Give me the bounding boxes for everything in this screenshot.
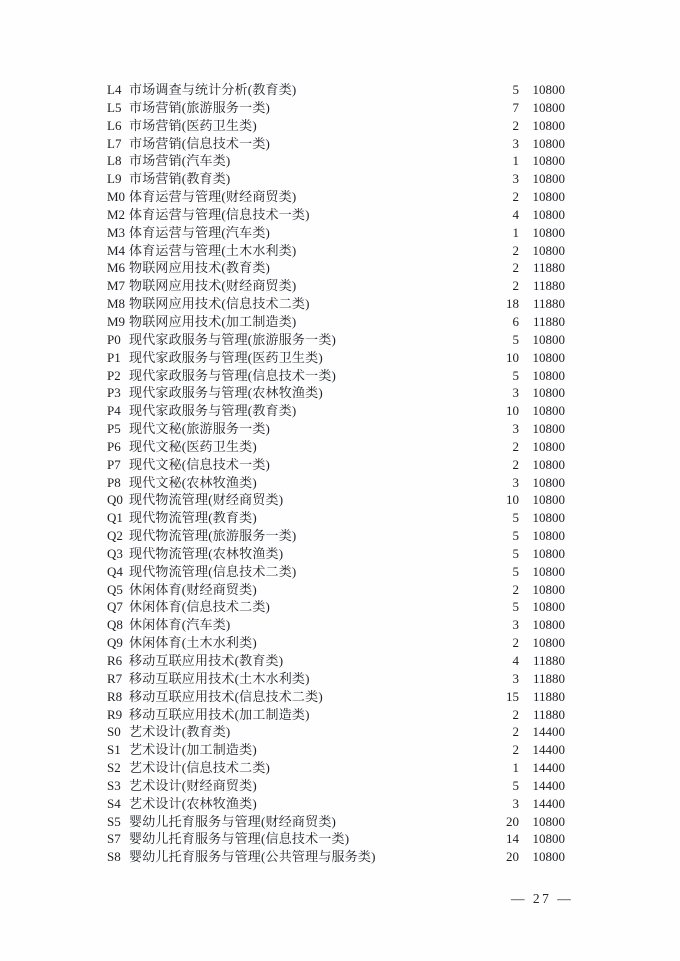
- program-name: 市场营销(汽车类): [129, 153, 231, 169]
- program-code: P2: [107, 367, 121, 383]
- table-row: [107, 152, 565, 170]
- table-row: [107, 777, 565, 795]
- program-name: 现代家政服务与管理(医药卫生类): [129, 349, 323, 365]
- program-name: 体育运营与管理(信息技术一类): [129, 206, 310, 222]
- program-code: S3: [107, 777, 121, 793]
- plan-count: 5: [512, 510, 519, 526]
- tuition-fee: 10800: [532, 242, 565, 258]
- program-name: 物联网应用技术(财经商贸类): [129, 278, 297, 294]
- plan-count: 10: [506, 349, 519, 365]
- program-code: S1: [107, 742, 121, 758]
- table-row: [107, 224, 565, 242]
- program-code: L7: [107, 135, 122, 151]
- tuition-fee: 11880: [532, 706, 565, 722]
- program-name: 现代物流管理(农林牧渔类): [129, 545, 284, 561]
- table-row: [107, 206, 565, 224]
- program-code: Q9: [107, 635, 123, 651]
- program-name: 现代文秘(信息技术一类): [129, 456, 271, 472]
- tuition-fee: 10800: [532, 492, 565, 508]
- tuition-fee: 14400: [532, 777, 565, 793]
- plan-count: 5: [512, 528, 519, 544]
- table-row: [107, 295, 565, 313]
- tuition-fee: 11880: [532, 260, 565, 276]
- table-row: [107, 848, 565, 866]
- table-row: [107, 259, 565, 277]
- plan-count: 5: [512, 82, 519, 97]
- tuition-fee: 11880: [532, 670, 565, 686]
- program-code: Q4: [107, 563, 123, 579]
- table-row: [107, 581, 565, 599]
- program-code: M0: [107, 189, 126, 205]
- plan-count: 2: [512, 438, 519, 454]
- table-row: [107, 706, 565, 724]
- program-code: M2: [107, 206, 126, 222]
- table-row: [107, 616, 565, 634]
- plan-count: 3: [512, 385, 519, 401]
- program-name: 现代文秘(医药卫生类): [129, 438, 257, 454]
- plan-count: 2: [512, 635, 519, 651]
- plan-count: 15: [506, 688, 519, 704]
- program-code: S2: [107, 760, 121, 776]
- program-code: Q0: [107, 492, 123, 508]
- program-name: 现代家政服务与管理(农林牧渔类): [129, 385, 323, 401]
- plan-count: 3: [512, 421, 519, 437]
- plan-count: 1: [512, 224, 519, 240]
- program-name: 艺术设计(信息技术二类): [129, 760, 271, 776]
- plan-count: 5: [512, 367, 519, 383]
- table-row: [107, 331, 565, 349]
- program-code: L4: [107, 82, 122, 97]
- tuition-fee: 10800: [532, 456, 565, 472]
- program-code: Q5: [107, 581, 123, 597]
- program-code: S7: [107, 831, 121, 847]
- tuition-fee: 10800: [532, 99, 565, 115]
- plan-count: 18: [506, 296, 519, 312]
- program-code: Q7: [107, 599, 123, 615]
- program-code: M9: [107, 313, 126, 329]
- tuition-fee: 10800: [532, 367, 565, 383]
- plan-count: 3: [512, 795, 519, 811]
- plan-count: 1: [512, 153, 519, 169]
- program-name: 婴幼儿托育服务与管理(信息技术一类): [129, 831, 350, 847]
- plan-count: 2: [512, 706, 519, 722]
- table-row: [107, 188, 565, 206]
- program-name: 休闲体育(信息技术二类): [129, 599, 271, 615]
- program-name: 现代家政服务与管理(旅游服务一类): [129, 331, 337, 347]
- program-name: 婴幼儿托育服务与管理(财经商贸类): [129, 813, 337, 829]
- program-name: 婴幼儿托育服务与管理(公共管理与服务类): [129, 849, 376, 865]
- program-name: 休闲体育(土木水利类): [129, 635, 257, 651]
- table-row: [107, 384, 565, 402]
- table-row: [107, 509, 565, 527]
- table-row: [107, 456, 565, 474]
- table-row: [107, 367, 565, 385]
- table-row: [107, 527, 565, 545]
- program-code: M4: [107, 242, 126, 258]
- plan-count: 2: [512, 260, 519, 276]
- program-code: M3: [107, 224, 126, 240]
- plan-count: 2: [512, 242, 519, 258]
- table-row: [107, 723, 565, 741]
- plan-count: 5: [512, 777, 519, 793]
- program-name: 移动互联应用技术(教育类): [129, 653, 284, 668]
- tuition-fee: 10800: [532, 135, 565, 151]
- program-name: 艺术设计(财经商贸类): [129, 777, 257, 793]
- program-code: R8: [107, 688, 123, 704]
- program-code: R6: [107, 653, 123, 668]
- tuition-fee: 10800: [532, 813, 565, 829]
- program-name: 艺术设计(加工制造类): [129, 742, 257, 758]
- tuition-fee: 10800: [532, 635, 565, 651]
- program-name: 现代家政服务与管理(信息技术一类): [129, 367, 337, 383]
- program-name: 物联网应用技术(教育类): [129, 260, 271, 276]
- tuition-fee: 10800: [532, 117, 565, 133]
- program-name: 移动互联应用技术(信息技术二类): [129, 688, 323, 704]
- plan-count: 6: [512, 313, 519, 329]
- tuition-fee: 10800: [532, 849, 565, 865]
- table-row: [107, 741, 565, 759]
- plan-count: 2: [512, 581, 519, 597]
- program-code: S0: [107, 724, 121, 740]
- tuition-fee: 10800: [532, 189, 565, 205]
- tuition-fee: 10800: [532, 82, 565, 97]
- tuition-fee: 10800: [532, 581, 565, 597]
- program-name: 市场调查与统计分析(教育类): [129, 82, 297, 97]
- tuition-fee: 10800: [532, 545, 565, 561]
- table-row: [107, 830, 565, 848]
- program-code: L5: [107, 99, 122, 115]
- tuition-fee: 11880: [532, 313, 565, 329]
- program-code: L8: [107, 153, 122, 169]
- table-row: [107, 491, 565, 509]
- tuition-fee: 11880: [532, 278, 565, 294]
- program-name: 物联网应用技术(信息技术二类): [129, 296, 310, 312]
- table-row: [107, 545, 565, 563]
- plan-count: 1: [512, 760, 519, 776]
- program-name: 现代物流管理(旅游服务一类): [129, 528, 297, 544]
- tuition-fee: 10800: [532, 563, 565, 579]
- program-name: 现代物流管理(财经商贸类): [129, 492, 284, 508]
- plan-count: 3: [512, 670, 519, 686]
- plan-count: 2: [512, 278, 519, 294]
- program-code: R7: [107, 670, 123, 686]
- program-name: 现代文秘(旅游服务一类): [129, 421, 271, 437]
- program-name: 物联网应用技术(加工制造类): [129, 313, 297, 329]
- table-row: [107, 563, 565, 581]
- program-code: P3: [107, 385, 121, 401]
- plan-count: 10: [506, 403, 519, 419]
- tuition-fee: 10800: [532, 474, 565, 490]
- plan-count: 4: [512, 206, 519, 222]
- tuition-fee: 10800: [532, 331, 565, 347]
- plan-count: 10: [506, 492, 519, 508]
- program-code: M8: [107, 296, 126, 312]
- plan-count: 20: [506, 813, 519, 829]
- table-row: [107, 474, 565, 492]
- plan-count: 7: [512, 99, 519, 115]
- table-row: [107, 420, 565, 438]
- program-name: 体育运营与管理(土木水利类): [129, 242, 297, 258]
- program-code: P7: [107, 456, 121, 472]
- tuition-fee: 10800: [532, 403, 565, 419]
- tuition-fee: 14400: [532, 724, 565, 740]
- program-code: P8: [107, 474, 121, 490]
- table-row: [107, 402, 565, 420]
- plan-count: 2: [512, 724, 519, 740]
- program-name: 休闲体育(财经商贸类): [129, 581, 257, 597]
- program-name: 现代物流管理(信息技术二类): [129, 563, 297, 579]
- program-code: Q8: [107, 617, 123, 633]
- table-row: [107, 349, 565, 367]
- program-name: 市场营销(旅游服务一类): [129, 99, 271, 115]
- program-code: S5: [107, 813, 121, 829]
- plan-count: 3: [512, 171, 519, 187]
- tuition-fee: 10800: [532, 438, 565, 454]
- plan-count: 5: [512, 331, 519, 347]
- program-code: Q1: [107, 510, 123, 526]
- program-code: L6: [107, 117, 122, 133]
- table-row: [107, 670, 565, 688]
- table-row: [107, 81, 565, 99]
- plan-count: 14: [506, 831, 519, 847]
- plan-count: 2: [512, 189, 519, 205]
- tuition-fee: 10800: [532, 349, 565, 365]
- tuition-fee: 11880: [532, 653, 565, 668]
- table-row: [107, 634, 565, 652]
- program-name: 艺术设计(农林牧渔类): [129, 795, 257, 811]
- tuition-fee: 10800: [532, 171, 565, 187]
- tuition-fee: 10800: [532, 224, 565, 240]
- program-code: L9: [107, 171, 122, 187]
- tuition-fee: 14400: [532, 760, 565, 776]
- plan-count: 5: [512, 545, 519, 561]
- table-row: [107, 170, 565, 188]
- program-name: 体育运营与管理(汽车类): [129, 224, 271, 240]
- program-code: S4: [107, 795, 121, 811]
- program-code: P0: [107, 331, 121, 347]
- table-row: [107, 598, 565, 616]
- plan-count: 2: [512, 117, 519, 133]
- table-row: [107, 652, 565, 670]
- page-number: — 27 —: [511, 891, 574, 906]
- tuition-fee: 14400: [532, 742, 565, 758]
- tuition-fee: 10800: [532, 510, 565, 526]
- plan-count: 2: [512, 456, 519, 472]
- program-name: 移动互联应用技术(加工制造类): [129, 706, 310, 722]
- table-row: [107, 135, 565, 153]
- table-row: [107, 759, 565, 777]
- tuition-fee: 11880: [532, 296, 565, 312]
- program-name: 市场营销(教育类): [129, 171, 231, 187]
- program-name: 市场营销(医药卫生类): [129, 117, 257, 133]
- program-code: P6: [107, 438, 121, 454]
- program-code: R9: [107, 706, 123, 722]
- table-row: [107, 313, 565, 331]
- program-code: Q3: [107, 545, 123, 561]
- table-row: [107, 117, 565, 135]
- program-name: 移动互联应用技术(土木水利类): [129, 670, 310, 686]
- tuition-fee: 14400: [532, 795, 565, 811]
- tuition-fee: 10800: [532, 421, 565, 437]
- plan-count: 5: [512, 563, 519, 579]
- table-row: [107, 99, 565, 117]
- program-code: S8: [107, 849, 121, 865]
- tuition-fee: 10800: [532, 206, 565, 222]
- tuition-fee: 10800: [532, 528, 565, 544]
- plan-count: 2: [512, 742, 519, 758]
- tuition-fee: 10800: [532, 617, 565, 633]
- plan-count: 4: [512, 653, 519, 668]
- program-name: 艺术设计(教育类): [129, 724, 231, 740]
- tuition-fee: 10800: [532, 831, 565, 847]
- program-code: P5: [107, 421, 121, 437]
- program-name: 市场营销(信息技术一类): [129, 135, 271, 151]
- plan-count: 3: [512, 617, 519, 633]
- tuition-fee: 10800: [532, 599, 565, 615]
- program-code: P1: [107, 349, 121, 365]
- plan-count: 3: [512, 474, 519, 490]
- program-name: 体育运营与管理(财经商贸类): [129, 189, 297, 205]
- tuition-fee: 11880: [532, 688, 565, 704]
- plan-count: 5: [512, 599, 519, 615]
- program-name: 休闲体育(汽车类): [129, 617, 231, 633]
- table-row: [107, 813, 565, 831]
- table-row: [107, 277, 565, 295]
- program-code: Q2: [107, 528, 123, 544]
- table-row: [107, 688, 565, 706]
- program-name: 现代家政服务与管理(教育类): [129, 403, 297, 419]
- tuition-fee: 10800: [532, 153, 565, 169]
- program-code: M7: [107, 278, 126, 294]
- table-row: [107, 438, 565, 456]
- program-name: 现代物流管理(教育类): [129, 510, 257, 526]
- plan-count: 20: [506, 849, 519, 865]
- table-row: [107, 795, 565, 813]
- program-code: P4: [107, 403, 121, 419]
- program-table: [107, 81, 565, 866]
- plan-count: 3: [512, 135, 519, 151]
- program-name: 现代文秘(农林牧渔类): [129, 474, 257, 490]
- tuition-fee: 10800: [532, 385, 565, 401]
- table-row: [107, 242, 565, 260]
- program-code: M6: [107, 260, 126, 276]
